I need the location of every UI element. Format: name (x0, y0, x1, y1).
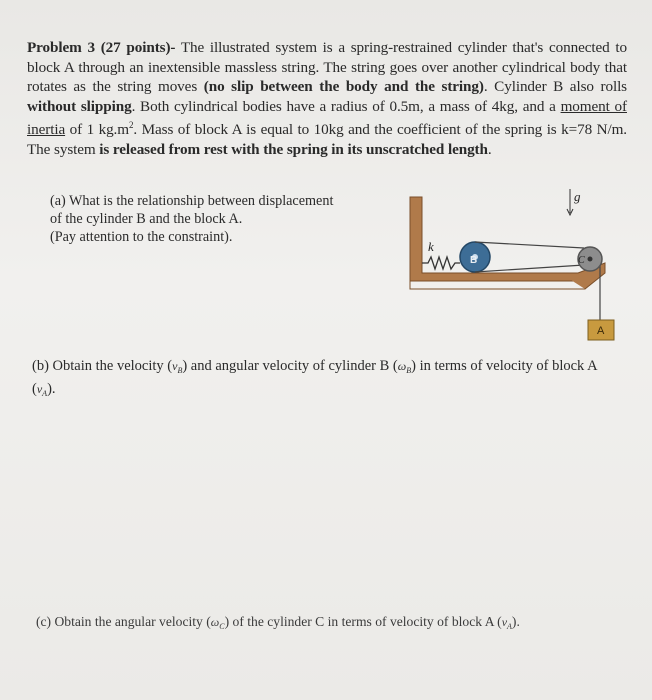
omega-symbol: ω (397, 359, 407, 373)
problem-text-3: . Both cylindrical bodies have a radius of 0.5m, a mass of 4kg, and a (131, 97, 561, 115)
problem-text-4: of 1 kg.m (65, 121, 129, 139)
velocity-a-subscript: A (42, 389, 48, 398)
string-top (475, 242, 584, 248)
spring (422, 257, 460, 269)
part-b-question (32, 357, 622, 403)
cylinder-b-label: B (470, 255, 478, 266)
omega-c-subscript: C (219, 622, 225, 631)
part-b-text-1: (b) Obtain the velocity ( (32, 358, 173, 374)
mechanism-diagram (400, 185, 640, 345)
velocity-symbol: v (172, 359, 178, 373)
velocity-subscript: B (177, 366, 183, 375)
part-a-line-1: (a) What is the relationship between displacement (50, 193, 334, 209)
string-bottom (475, 265, 584, 272)
problem-statement (27, 38, 627, 160)
problem-superscript: 2 (128, 120, 134, 131)
problem-bold-2: without slipping (27, 97, 132, 115)
gravity-label: g (574, 189, 581, 204)
part-c-text-1: (c) Obtain the angular velocity ( (36, 614, 211, 629)
problem-text-6: . (487, 141, 492, 159)
part-b-text-4: ). (47, 381, 56, 397)
part-c-question (36, 613, 626, 636)
part-b-text-3: ) in terms of velocity of block A ( (32, 358, 597, 397)
part-a-line-3: (Pay attention to the constraint). (50, 229, 233, 245)
problem-text-5: . Mass of block A is equal to 10kg and the coefficient of the spring is k=78 N/m. The system (27, 121, 627, 159)
problem-bold-3: is released from rest with the spring in its unscratched length (99, 141, 488, 159)
part-b-text-2: ) and angular velocity of cylinder B ( (182, 358, 398, 374)
velocity-a-c-subscript: A (507, 622, 512, 631)
part-c-text-2: ) of the cylinder C in terms of velocity of block A ( (224, 614, 502, 629)
spring-label: k (428, 239, 434, 254)
problem-text-2: . Cylinder B also rolls (483, 78, 627, 96)
velocity-a-c-symbol: v (501, 615, 508, 629)
part-a-question (50, 192, 390, 246)
part-a-line-2: of the cylinder B and the block A. (50, 211, 243, 227)
problem-text-1: The illustrated system is a spring-restrained cylinder that's connected to block A through an inextensible massless string. The string goes over another cylindrical body that rotates as the string moves (27, 39, 627, 96)
velocity-a-symbol: v (36, 382, 43, 396)
omega-subscript: B (406, 366, 412, 375)
part-c-text-3: ). (511, 614, 520, 629)
cylinder-c-label: C (578, 255, 585, 266)
block-a-label: A (597, 325, 605, 337)
omega-c-symbol: ω (210, 615, 220, 629)
cylinder-c-axle (588, 257, 593, 262)
problem-bold-1: (no slip between the body and the string) (203, 78, 484, 96)
problem-heading: Problem 3 (27 points)- (27, 39, 176, 56)
problem-underline-1: moment of inertia (27, 97, 627, 139)
